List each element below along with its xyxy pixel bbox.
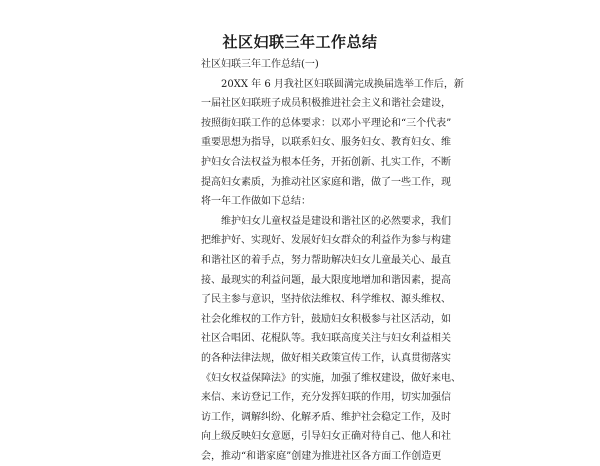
document-body: [201, 55, 464, 466]
body-line: 重要思想为指导，以联系妇女、服务妇女、教育妇女、维: [201, 137, 451, 149]
body-line: 社区合唱团、花棍队等。我妇联高度关注与妇女利益相关: [201, 333, 451, 345]
body-line: 社区妇联三年工作总结(一): [201, 59, 319, 70]
body-line: 的各种法律法规，做好相关政策宣传工作，认真贯彻落实: [201, 352, 451, 364]
body-line: 按照街妇联工作的总体要求：以邓小平理论和“三个代表”: [201, 117, 452, 129]
body-line: 维护妇女儿童权益是建设和谐社区的必然要求，我们: [221, 215, 451, 227]
body-line: 护妇女合法权益为根本任务，开拓创新、扎实工作，不断: [201, 156, 451, 168]
body-line: 社会化维权的工作方针，鼓励妇女积极参与社区活动，如: [201, 313, 451, 325]
body-line: 接、最现实的利益问题，最大限度地增加和谐因素，提高: [201, 274, 451, 286]
body-line: 将一年工作做如下总结：: [201, 196, 311, 208]
body-line: 提高妇女素质，为推动社区家庭和谐，做了一些工作，现: [201, 176, 451, 188]
body-line: 把维护好、实现好、发展好妇女群众的利益作为参与构建: [201, 235, 451, 247]
body-line: 向上级反映妇女意愿，引导妇女正确对待自己、他人和社: [201, 431, 451, 443]
body-line: 《妇女权益保障法》的实施，加强了维权建设，做好来电、: [201, 372, 461, 384]
body-line: 一届社区妇联班子成员积极推进社会主义和谐社会建设，: [201, 98, 451, 110]
body-line: 了民主参与意识，坚持依法维权、科学维权、源头维权、: [201, 294, 451, 306]
body-line: 和谐社区的着手点，努力帮助解决妇女儿童最关心、最直: [201, 254, 451, 266]
body-line: 来信、来访登记工作，充分发挥妇联的作用，切实加强信: [201, 392, 451, 404]
body-line: 访工作，调解纠纷、化解矛盾、维护社会稳定工作，及时: [201, 411, 451, 423]
body-line: 20XX 年 6 月我社区妇联圆满完成换届选举工作后，新: [221, 78, 464, 90]
document-title: 社区妇联三年工作总结: [222, 33, 378, 51]
body-line: 会，推动“和谐家庭”创建为推进社区各方面工作创造更: [201, 450, 442, 462]
